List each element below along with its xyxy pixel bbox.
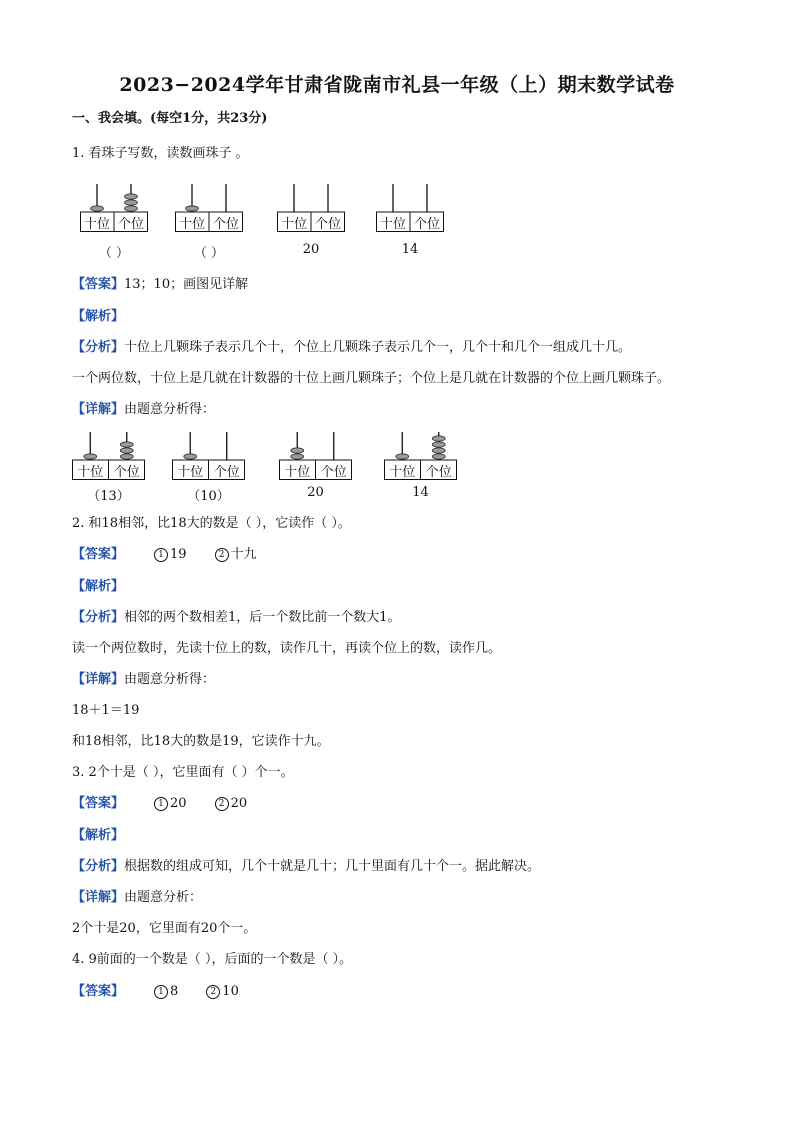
q1-detail-abacus-svg-2 (279, 430, 352, 480)
q1-detail-bead-3-ones-0 (432, 454, 445, 459)
q3-answer-1: 20 (170, 796, 187, 811)
q4-answer-1: 8 (170, 984, 179, 999)
section-heading: 一、我会填。(每空1分，共23分) (72, 111, 268, 126)
fenxi-label: 【分析】 (72, 610, 125, 625)
q3-detail-text: 由题意分析： (124, 890, 203, 905)
q1-detail-tens-label-1: 十位 (177, 465, 204, 480)
q2-text: 2. 和18相邻，比18大的数是（ ），它读作（ ）。 (72, 516, 351, 531)
q1-abacus-svg-1 (175, 182, 243, 232)
q3-answer (72, 795, 247, 813)
q3-fenxi-text: 根据数的组成可知，几个十就是几十；几十里面有几十个一。据此解决。 (124, 859, 541, 874)
q2-answer-1: 19 (170, 547, 187, 562)
q1-detail-bead-0-tens-0 (84, 454, 97, 459)
page-title: 2023−2024学年甘肃省陇南市礼县一年级（上）期末数学试卷 (119, 74, 675, 96)
q1-detail-bead-3-ones-3 (432, 436, 445, 441)
q1-detail-abacus-3 (384, 430, 457, 480)
answer-label: 【答案】 (72, 547, 125, 562)
q1-abacus-1 (175, 182, 243, 232)
detail-label: 【详解】 (72, 672, 125, 687)
detail-label: 【详解】 (72, 402, 125, 417)
q1-bead-0-ones-2 (125, 194, 138, 199)
q1-fenxi (72, 339, 631, 357)
q1-detail-bead-2-tens-1 (291, 448, 304, 453)
q3-analysis (72, 827, 124, 845)
q2-answer (72, 546, 257, 564)
q1-ones-label-3: 个位 (413, 217, 441, 232)
q4-answer (72, 983, 239, 1001)
q1-detail-ones-label-0: 个位 (113, 465, 140, 480)
detail-label: 【详解】 (72, 890, 125, 905)
answer-label: 【答案】 (72, 277, 125, 292)
q1-bead-0-ones-0 (125, 206, 138, 211)
q4-text: 4. 9前面的一个数是（ ），后面的一个数是（ ）。 (72, 952, 353, 967)
answer-label: 【答案】 (72, 984, 125, 999)
q1-detail-abacus-svg-1 (172, 430, 245, 480)
q1-detail-bead-0-ones-0 (120, 454, 133, 459)
analysis-label: 【解析】 (72, 309, 125, 324)
circle-number-2: 2 (215, 548, 229, 562)
q1-detail-bead-0-ones-1 (120, 448, 133, 453)
q1-detail-tens-label-2: 十位 (284, 465, 311, 480)
q1-detail-bead-2-tens-0 (291, 454, 304, 459)
q1-detail-bead-3-tens-0 (396, 454, 409, 459)
q1-abacus-svg-2 (277, 182, 345, 232)
q3-conclusion: 2个十是20，它里面有20个一。 (72, 921, 257, 936)
q1-detail (72, 401, 215, 419)
q1-bead-0-ones-1 (125, 200, 138, 205)
q1-detail-abacus-svg-3 (384, 430, 457, 480)
q2-conclusion: 和18相邻，比18大的数是19，它读作十九。 (72, 734, 330, 749)
q1-number-label-0: （ ） (98, 246, 130, 261)
circle-number-1: 1 (154, 548, 168, 562)
q1-detail-abacus-0 (72, 430, 145, 480)
q1-ones-label-1: 个位 (212, 217, 240, 232)
q1-fenxi-text: 十位上几颗珠子表示几个十，个位上几颗珠子表示几个一，几个十和几个一组成几十几。 (124, 340, 632, 355)
q1-abacus-0 (80, 182, 148, 232)
q1-tens-label-1: 十位 (178, 217, 206, 232)
q1-answer (72, 276, 248, 294)
q1-detail-bead-3-ones-2 (432, 442, 445, 447)
q1-answer-value: 13；10；画图见详解 (124, 277, 249, 292)
q2-fenxi (72, 609, 401, 627)
q1-number-label-2: 20 (302, 242, 320, 257)
q1-text: 1. 看珠子写数，读数画珠子 。 (72, 146, 249, 161)
q1-detail-tens-label-3: 十位 (389, 465, 416, 480)
q1-detail-bead-1-tens-0 (184, 454, 197, 459)
q1-detail-abacus-1 (172, 430, 245, 480)
q2-answer-2: 十九 (230, 547, 257, 562)
q3-detail (72, 889, 202, 907)
q1-tens-label-2: 十位 (280, 217, 308, 232)
q2-detail-text: 由题意分析得： (124, 672, 216, 687)
q1-abacus-svg-0 (80, 182, 148, 232)
circle-number-2: 2 (215, 797, 229, 811)
q1-tens-label-3: 十位 (379, 217, 407, 232)
analysis-label: 【解析】 (72, 579, 125, 594)
q1-note: 一个两位数，十位上是几就在计数器的十位上画几颗珠子；个位上是几就在计数器的个位上画几颗珠子。 (72, 371, 671, 386)
q1-detail-abacus-2 (279, 430, 352, 480)
q1-detail-text: 由题意分析得： (124, 402, 216, 417)
q1-detail-bead-0-ones-2 (120, 442, 133, 447)
q2-detail (72, 671, 215, 689)
q3-answer-2: 20 (230, 796, 248, 811)
q2-analysis (72, 578, 124, 596)
q1-detail-ones-label-2: 个位 (320, 465, 347, 480)
q2-fenxi-text: 相邻的两个数相差1，后一个数比前一个数大1。 (124, 610, 401, 625)
q1-detail-number-label-1: （10） (187, 489, 230, 504)
circle-number-1: 1 (154, 985, 168, 999)
q1-detail-bead-3-ones-1 (432, 448, 445, 453)
q1-ones-label-2: 个位 (314, 217, 342, 232)
q1-detail-number-label-3: 14 (412, 485, 429, 500)
q2-note: 读一个两位数时，先读十位上的数，读作几十，再读个位上的数，读作几。 (72, 641, 502, 656)
q1-number-label-3: 14 (401, 242, 419, 257)
q1-abacus-3 (376, 182, 444, 232)
q1-detail-number-label-2: 20 (307, 485, 324, 500)
answer-label: 【答案】 (72, 796, 125, 811)
q1-detail-tens-label-0: 十位 (77, 465, 104, 480)
q1-analysis (72, 308, 124, 326)
q3-text: 3. 2个十是（ ），它里面有（ ）个一。 (72, 765, 294, 780)
q1-abacus-svg-3 (376, 182, 444, 232)
q1-detail-number-label-0: （13） (87, 489, 130, 504)
q1-abacus-2 (277, 182, 345, 232)
q1-detail-abacus-svg-0 (72, 430, 145, 480)
q1-bead-1-tens-0 (186, 206, 199, 211)
circle-number-1: 1 (154, 797, 168, 811)
q1-detail-ones-label-3: 个位 (425, 465, 452, 480)
q1-number-label-1: （ ） (193, 246, 225, 261)
fenxi-label: 【分析】 (72, 340, 125, 355)
q1-bead-0-tens-0 (91, 206, 104, 211)
q2-equation: 18＋1＝19 (72, 703, 140, 718)
fenxi-label: 【分析】 (72, 859, 125, 874)
q1-tens-label-0: 十位 (83, 217, 111, 232)
q1-ones-label-0: 个位 (117, 217, 145, 232)
q4-answer-2: 10 (222, 984, 239, 999)
q1-detail-ones-label-1: 个位 (213, 465, 240, 480)
q3-fenxi (72, 858, 540, 876)
circle-number-2: 2 (206, 985, 220, 999)
analysis-label: 【解析】 (72, 828, 125, 843)
